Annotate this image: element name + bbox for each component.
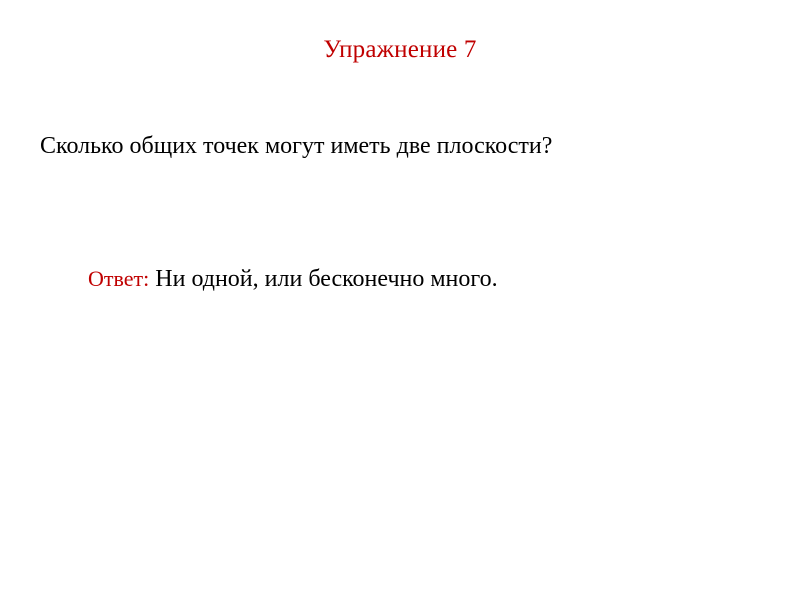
page-title: Упражнение 7 (323, 36, 477, 63)
answer-label: Ответ: (88, 266, 150, 291)
answer-value: Ни одной, или бесконечно много. (155, 266, 498, 292)
answer-block (88, 266, 778, 293)
question-text: Сколько общих точек могут иметь две плоскости? (40, 133, 553, 159)
